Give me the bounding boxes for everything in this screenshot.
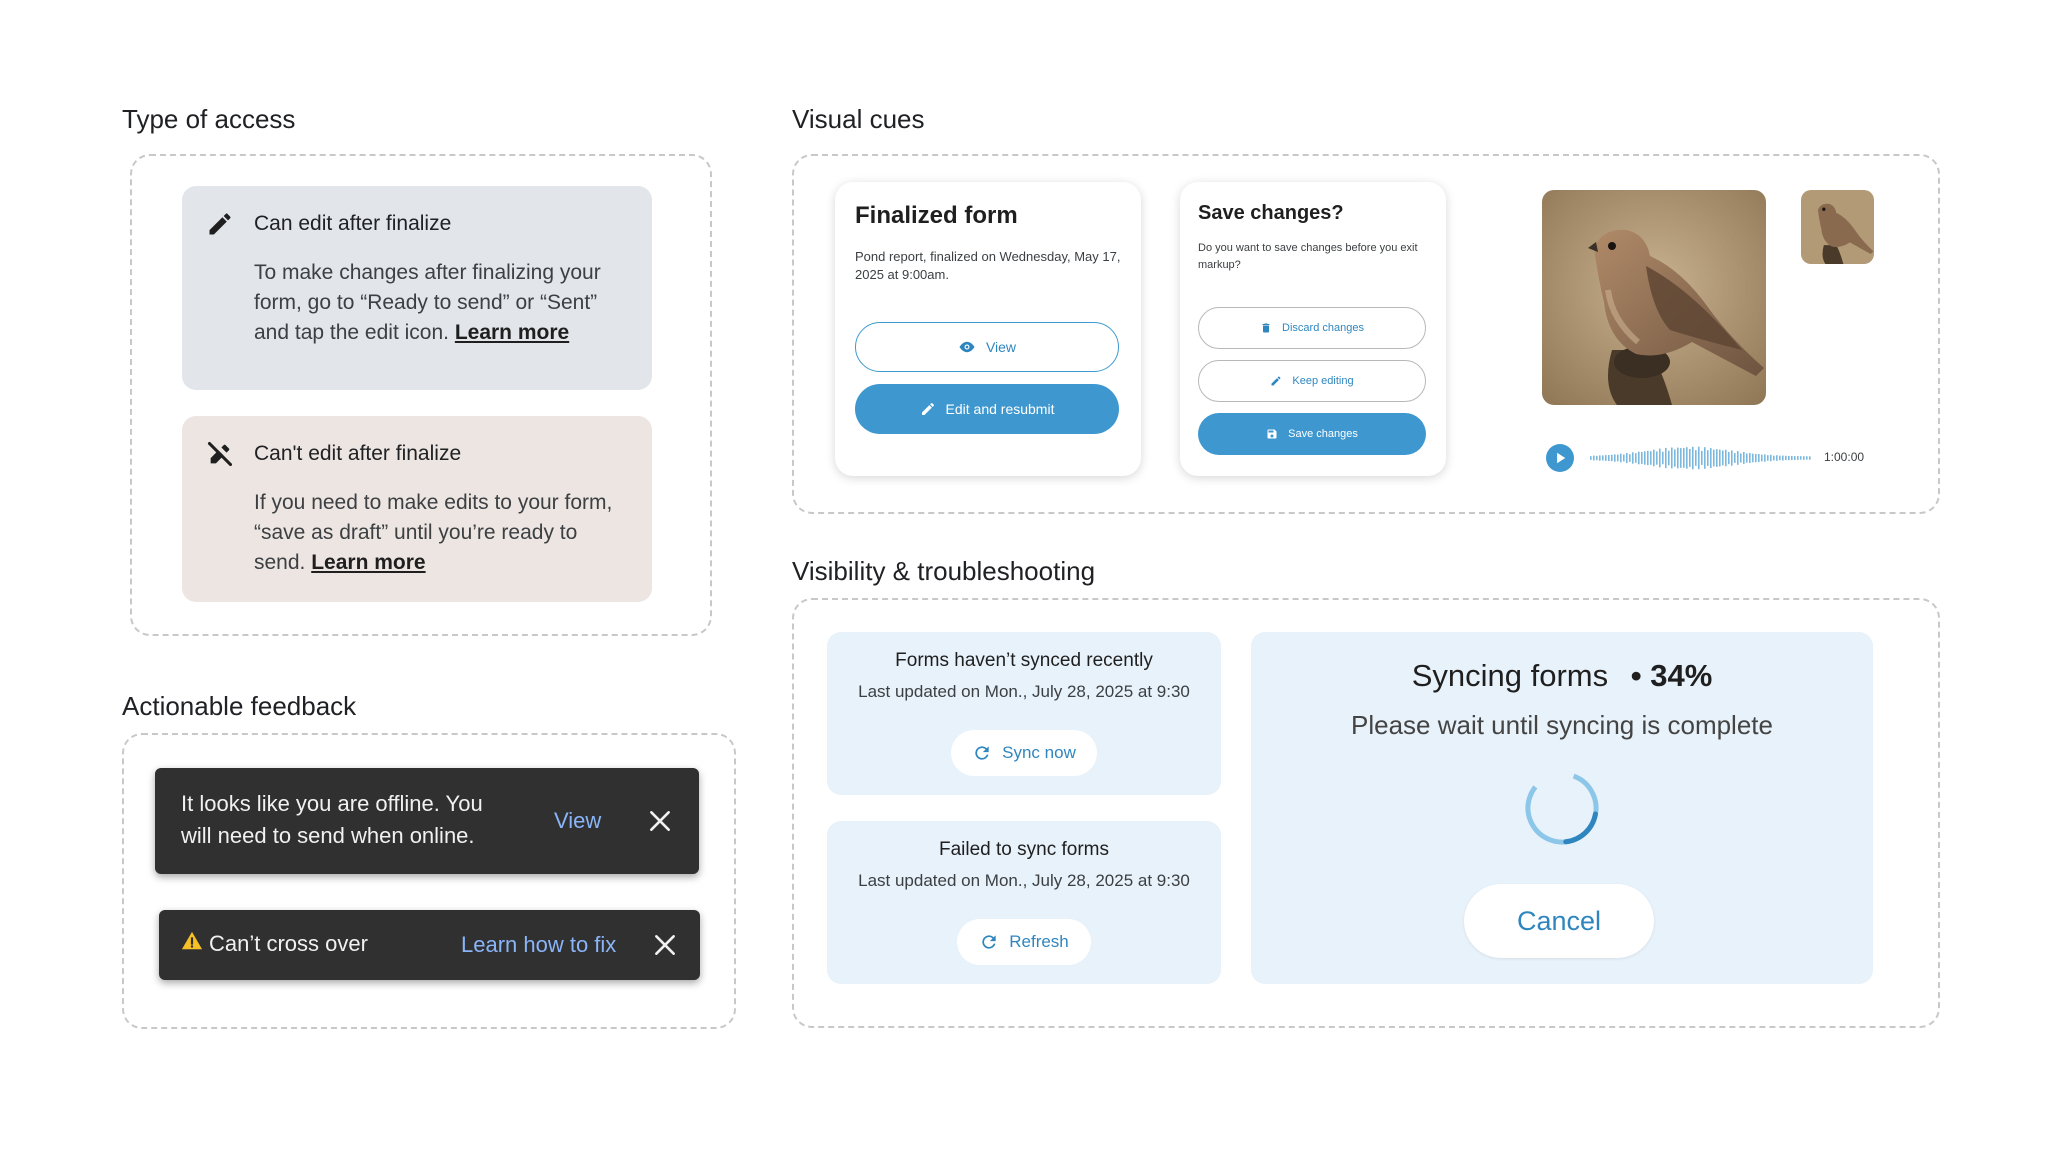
access-editable-heading: Can edit after finalize [254,212,452,235]
waveform-bar [1659,449,1661,468]
waveform-bar [1767,455,1769,461]
stale-sync-title: Forms haven’t synced recently [895,650,1153,671]
learn-more-link[interactable]: Learn more [311,551,426,574]
crossing-message: Can’t cross over [209,931,368,956]
waveform-bar [1779,456,1781,461]
failed-sync-title: Failed to sync forms [939,839,1109,860]
waveform-bar [1668,451,1670,466]
waveform-bar [1641,452,1643,464]
waveform-bar [1692,447,1694,470]
waveform-bar [1713,450,1715,467]
keep-editing-label: Keep editing [1292,375,1354,387]
close-icon[interactable] [652,932,678,958]
discard-changes-button[interactable] [1198,307,1426,349]
waveform-bar [1638,452,1640,465]
offline-message-line2: will need to send when online. [181,823,475,848]
access-locked-heading: Can't edit after finalize [254,442,462,465]
waveform-bar [1683,448,1685,468]
syncing-percent: 34% [1650,658,1713,693]
crossing-snackbar [159,910,700,980]
waveform-bar [1773,456,1775,461]
view-button[interactable] [855,322,1119,372]
waveform-bar [1647,451,1649,465]
waveform-bar [1740,453,1742,462]
waveform-bar [1704,447,1706,469]
save-changes-button[interactable] [1198,413,1426,455]
waveform-bar [1599,455,1601,460]
access-locked-body [254,488,622,578]
refresh-icon [972,743,992,763]
discard-changes-label: Discard changes [1282,322,1364,334]
syncing-separator: • [1630,658,1642,693]
section-title-feedback: Actionable feedback [122,691,357,721]
stale-sync-panel [827,632,1221,795]
waveform-bar [1596,456,1598,460]
waveform-bar [1701,451,1703,465]
edit-off-icon [206,440,234,468]
view-action-button[interactable]: View [554,808,602,833]
waveform-bar [1749,453,1751,463]
eye-icon [958,338,976,356]
save-changes-card [1180,182,1446,476]
pencil-icon [206,210,234,238]
refresh-button[interactable] [957,919,1091,965]
pencil-icon [1270,375,1282,387]
waveform-bar [1662,452,1664,464]
waveform-bar [1785,456,1787,460]
waveform-bar [1644,451,1646,464]
access-card-locked [182,416,652,602]
bird-photo[interactable] [1542,190,1766,405]
section-title-cues: Visual cues [792,104,925,134]
edit-and-resubmit-label: Edit and resubmit [945,401,1055,417]
waveform-bar [1728,452,1730,464]
waveform-bar [1746,453,1748,462]
waveform-bar [1755,454,1757,462]
audio-waveform[interactable] [1590,444,1814,472]
waveform-bar [1710,448,1712,468]
close-icon[interactable] [647,808,673,834]
access-card-editable [182,186,652,390]
finalized-form-text: Pond report, finalized on Wednesday, May 17, 2025 at 9:00am. [855,249,1121,282]
bird-thumbnail[interactable] [1801,190,1874,264]
trash-icon [1260,322,1272,334]
offline-message [181,788,483,852]
waveform-bar [1797,456,1799,460]
failed-sync-subtitle: Last updated on Mon., July 28, 2025 at 9:30 [858,871,1190,890]
waveform-bar [1593,456,1595,461]
syncing-title: Syncing forms [1411,658,1609,693]
waveform-bar [1731,450,1733,465]
spinner-progress-arc [1523,769,1602,848]
waveform-bar [1674,449,1676,466]
waveform-bar [1782,456,1784,461]
save-changes-text: Do you want to save changes before you exit markup? [1198,242,1418,271]
edit-and-resubmit-button[interactable] [855,384,1119,434]
waveform-bar [1650,451,1652,465]
keep-editing-button[interactable] [1198,360,1426,402]
failed-sync-panel [827,821,1221,984]
pencil-icon [920,401,936,417]
sync-now-button[interactable] [951,730,1097,776]
waveform-bar [1761,455,1763,462]
waveform-bar [1665,448,1667,468]
waveform-bar [1722,451,1724,466]
waveform-bar [1758,454,1760,462]
save-changes-label: Save changes [1288,428,1358,440]
waveform-bar [1794,456,1796,460]
waveform-bar [1725,450,1727,466]
waveform-bar [1698,447,1700,470]
waveform-bar [1716,449,1718,467]
section-title-access: Type of access [122,104,296,134]
waveform-bar [1671,448,1673,469]
waveform-bar [1803,456,1805,460]
waveform-bar [1617,455,1619,462]
view-button-label: View [985,339,1017,355]
finalized-form-card [835,182,1141,476]
waveform-bar [1707,450,1709,466]
cancel-label: Cancel [1516,905,1602,936]
waveform-bar [1632,452,1634,463]
waveform-bar [1623,455,1625,462]
waveform-bar [1719,450,1721,467]
waveform-bar [1809,456,1811,459]
waveform-bar [1635,453,1637,463]
waveform-bar [1734,453,1736,463]
audio-duration: 1:00:00 [1824,450,1865,464]
refresh-label: Refresh [1009,932,1069,951]
refresh-icon [979,932,999,952]
waveform-bar [1806,456,1808,459]
access-editable-text: To make changes after finalizing your form, go to “Ready to send” or “Sent” and tap the edit icon. [254,261,601,344]
save-icon [1266,428,1278,440]
waveform-bar [1752,454,1754,463]
waveform-bar [1737,451,1739,465]
waveform-bar [1788,456,1790,460]
offline-message-line1: It looks like you are offline. You [181,791,483,816]
finalized-form-title: Finalized form [855,202,1018,229]
waveform-bar [1680,448,1682,468]
waveform-bar [1695,450,1697,466]
syncing-heading [1251,658,1873,694]
syncing-panel [1251,632,1873,984]
waveform-bar [1686,447,1688,469]
spinner-track [1522,768,1602,848]
waveform-bar [1677,448,1679,469]
waveform-bar [1611,455,1613,461]
waveform-bar [1800,456,1802,460]
warning-icon [181,930,203,952]
sync-now-label: Sync now [1002,743,1076,762]
waveform-bar [1626,453,1628,463]
waveform-bar [1620,454,1622,463]
cancel-button[interactable] [1464,884,1654,958]
waveform-bar [1689,449,1691,467]
waveform-bar [1656,451,1658,464]
access-locked-text: If you need to make edits to your form, “save as draft” until you’re ready to send. [254,491,613,574]
waveform-bar [1590,456,1592,460]
waveform-bar [1653,450,1655,467]
play-icon[interactable] [1546,444,1574,472]
learn-how-to-fix-link[interactable]: Learn how to fix [461,932,617,957]
waveform-bar [1608,455,1610,461]
waveform-bar [1614,454,1616,461]
offline-snackbar [155,768,699,874]
waveform-bar [1776,455,1778,461]
waveform-bar [1764,454,1766,461]
waveform-bar [1743,452,1745,464]
section-title-visibility: Visibility & troubleshooting [792,556,1096,586]
save-changes-title: Save changes? [1198,202,1344,224]
progress-spinner [1522,768,1602,848]
waveform-bar [1602,455,1604,460]
syncing-subtitle: Please wait until syncing is complete [1351,710,1773,740]
waveform-bar [1629,454,1631,462]
waveform-bar [1791,456,1793,460]
learn-more-link[interactable]: Learn more [454,321,570,344]
waveform-bar [1770,455,1772,461]
access-editable-body [254,258,622,348]
stale-sync-subtitle: Last updated on Mon., July 28, 2025 at 9:30 [858,682,1190,701]
waveform-bar [1605,455,1607,461]
